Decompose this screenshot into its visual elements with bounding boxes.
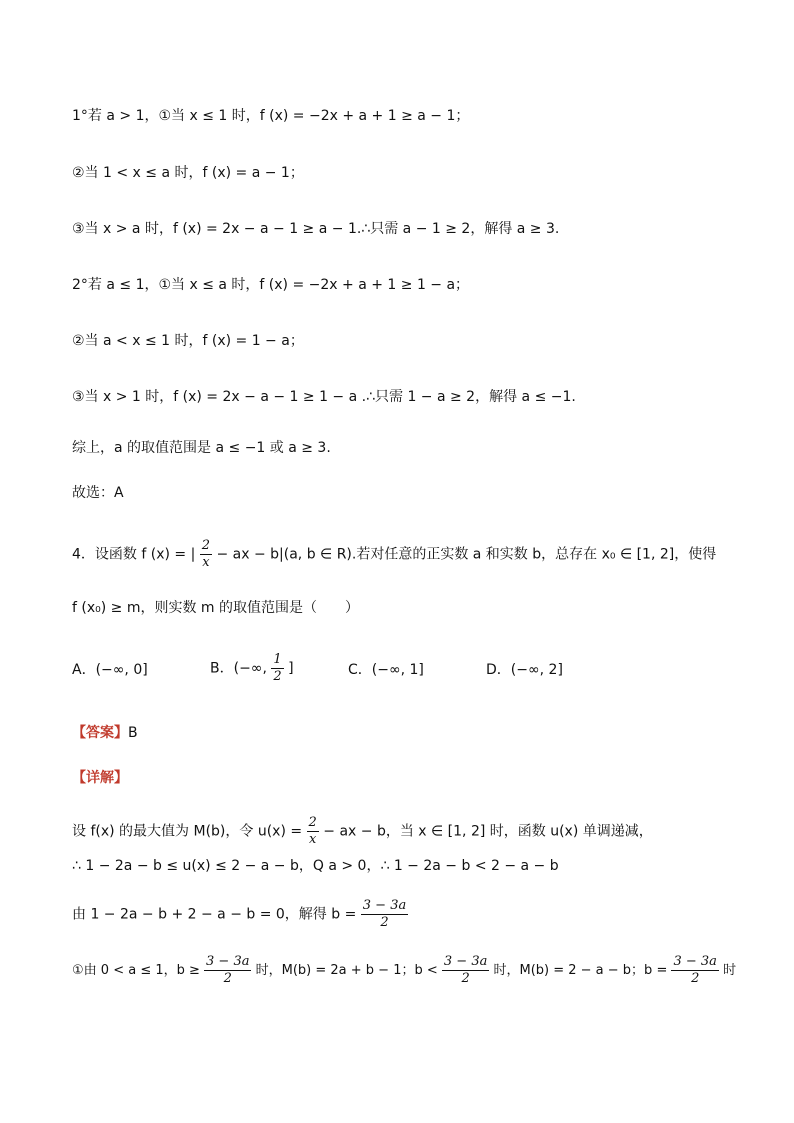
answer-label: 【答案】 — [72, 725, 128, 741]
detail-4-part-2: 时，M(b) = 2a + b − 1；b < — [255, 963, 438, 978]
option-b-fraction — [271, 652, 283, 685]
option-b-suffix: ] — [288, 660, 294, 677]
fraction-denominator: 2 — [273, 669, 282, 684]
option-b — [210, 652, 294, 685]
fraction-denominator: x — [309, 832, 317, 847]
solution-line-5: ②当 a < x ≤ 1 时，f (x) = 1 − a； — [72, 333, 304, 349]
question-line-2: f (x₀) ≥ m，则实数 m 的取值范围是（ ） — [72, 600, 360, 616]
detail-4-fraction-3 — [671, 954, 718, 987]
fraction-denominator: x — [202, 555, 210, 570]
option-b-prefix: B．(−∞, — [210, 660, 267, 677]
fraction-numerator: 3 − 3a — [673, 954, 717, 969]
fraction-denominator: 2 — [380, 915, 389, 930]
fraction-numerator: 3 − 3a — [362, 898, 407, 913]
fraction-numerator: 3 − 3a — [443, 954, 488, 969]
solution-line-3: ③当 x > a 时，f (x) = 2x − a − 1 ≥ a − 1.∴只需 a − 1 ≥ 2，解得 a ≥ 3. — [72, 221, 560, 237]
detail-3-prefix: 由 1 − 2a − b + 2 − a − b = 0，解得 b = — [72, 906, 357, 923]
solution-line-1: 1°若 a > 1，①当 x ≤ 1 时，f (x) = −2x + a + 1 ≥ a − 1； — [72, 108, 470, 124]
solution-line-4: 2°若 a ≤ 1，①当 x ≤ a 时，f (x) = −2x + a + 1 ≥ 1 − a； — [72, 277, 470, 293]
detail-line-1 — [72, 815, 653, 848]
question-line-1 — [72, 538, 716, 571]
option-a: A．(−∞, 0] — [72, 662, 148, 678]
fraction-denominator: 2 — [691, 971, 700, 986]
question-suffix: − ax − b|(a, b ∈ R).若对任意的正实数 a 和实数 b，总存在 x₀ ∈ [1, 2]，使得 — [216, 546, 717, 563]
detail-label: 【详解】 — [72, 770, 128, 786]
fraction-denominator: 2 — [223, 971, 232, 986]
detail-1-fraction — [307, 815, 319, 848]
detail-line-4 — [72, 954, 736, 987]
fraction-numerator: 1 — [273, 652, 282, 667]
fraction-numerator: 3 − 3a — [206, 954, 250, 969]
option-d: D．(−∞, 2] — [486, 662, 563, 678]
choice-line: 故选：A — [72, 485, 124, 501]
answer-line — [72, 723, 138, 743]
detail-3-fraction — [361, 898, 408, 931]
detail-4-fraction-2 — [442, 954, 489, 987]
solution-line-2: ②当 1 < x ≤ a 时，f (x) = a − 1； — [72, 165, 304, 181]
detail-1-suffix: − ax − b，当 x ∈ [1, 2] 时，函数 u(x) 单调递减， — [323, 823, 653, 840]
detail-1-prefix: 设 f(x) 的最大值为 M(b)，令 u(x) = — [72, 823, 303, 840]
detail-4-fraction-1 — [204, 954, 251, 987]
detail-line-3 — [72, 898, 408, 931]
question-fraction — [200, 538, 212, 571]
fraction-denominator: 2 — [461, 971, 470, 986]
fraction-numerator: 2 — [308, 815, 317, 830]
detail-line-2: ∴ 1 − 2a − b ≤ u(x) ≤ 2 − a − b，Q a > 0，∴ 1 − 2a − b < 2 − a − b — [72, 858, 559, 874]
detail-4-part-3: 时，M(b) = 2 − a − b；b = — [493, 963, 668, 978]
detail-4-part-1: ①由 0 < a ≤ 1，b ≥ — [72, 963, 200, 978]
question-prefix: 4．设函数 f (x) = | — [72, 546, 196, 563]
answer-value: B — [128, 725, 138, 741]
detail-4-part-4: 时 — [723, 963, 737, 978]
option-c: C．(−∞, 1] — [348, 662, 424, 678]
solution-line-6: ③当 x > 1 时，f (x) = 2x − a − 1 ≥ 1 − a .∴只需 1 − a ≥ 2，解得 a ≤ −1. — [72, 389, 576, 405]
summary-line: 综上，a 的取值范围是 a ≤ −1 或 a ≥ 3. — [72, 440, 331, 456]
fraction-numerator: 2 — [201, 538, 211, 553]
